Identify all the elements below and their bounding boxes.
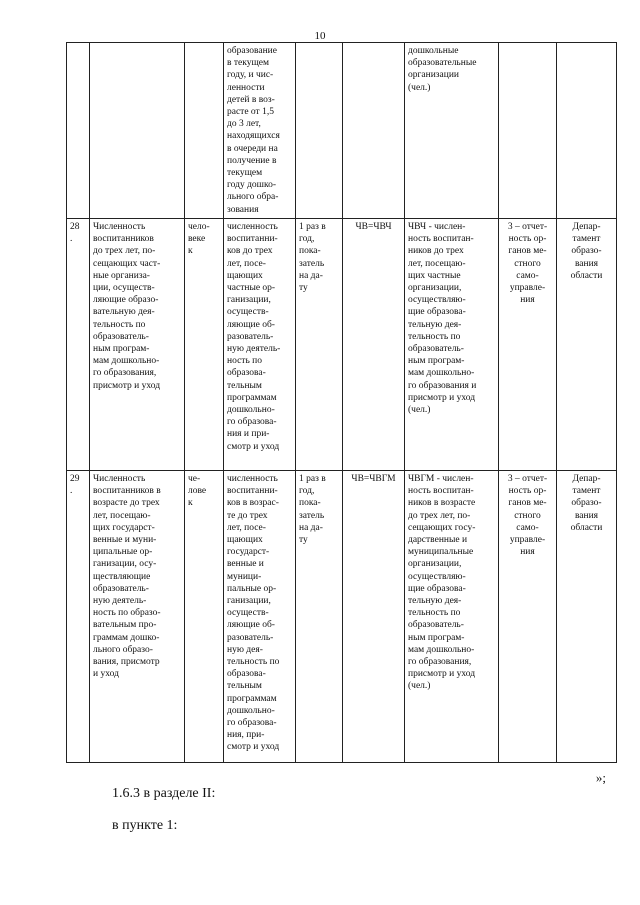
cell-method: численность воспитанни- ков в возрас- те до трех лет, посе- щающих государст- венные и муници- пальные ор- ганизации, осуществ- ляющие об- разователь- ную дея- тельность по образова- тельным программам дошкольно- го образова- ния, при- смотр и уход	[224, 471, 296, 763]
cell-number	[67, 43, 90, 219]
cell-indicator-name	[90, 43, 185, 219]
cell-responsible: Депар- тамент образо- вания области	[557, 471, 617, 763]
cell-number: 29 .	[67, 471, 90, 763]
cell-periodicity: 1 раз в год, пока- затель на да- ту	[296, 471, 343, 763]
cell-method: образование в текущем году, и чис- ленности детей в воз- расте от 1,5 до 3 лет, находящихся в очереди на получение в текущем году дошко- льного обра- зования	[224, 43, 296, 219]
cell-formula: ЧВ=ЧВЧ	[343, 219, 405, 471]
cell-description: ЧВГМ - числен- ность воспитан- ников в возрасте до трех лет, по- сещающих госу- дарственные и муниципальные организации, осуществляю- щие образова- тельную дея- тельность по образователь- ным програм- мам дошкольно- го образования, присмотр и уход (чел.)	[405, 471, 499, 763]
table-row	[67, 43, 617, 219]
cell-indicator-name: Численность воспитанников до трех лет, по- сещающих част- ные организа- ции, осуществ- ляющие образо- вательную дея- тельность по образователь- ным програм- мам дошкольно- го образования, присмотр и уход	[90, 219, 185, 471]
page-number: 10	[314, 30, 326, 42]
cell-periodicity	[296, 43, 343, 219]
cell-description: ЧВЧ - числен- ность воспитан- ников до трех лет, посещаю- щих частные организации, осуществляю- щие образова- тельную дея- тельность по образователь- ным програм- мам дошкольно- го образования и присмотр и уход (чел.)	[405, 219, 499, 471]
table-row	[67, 471, 617, 763]
cell-responsible: Депар- тамент образо- вания области	[557, 219, 617, 471]
indicators-table	[66, 42, 617, 763]
cell-responsible	[557, 43, 617, 219]
cell-description: дошкольные образовательные организации (чел.)	[405, 43, 499, 219]
section-paragraph: 1.6.3 в разделе II:	[112, 786, 216, 801]
item-paragraph: в пункте 1:	[112, 818, 178, 833]
cell-unit: че- лове к	[185, 471, 224, 763]
cell-source	[499, 43, 557, 219]
cell-unit: чело- веке к	[185, 219, 224, 471]
cell-periodicity: 1 раз в год, пока- затель на да- ту	[296, 219, 343, 471]
cell-unit	[185, 43, 224, 219]
cell-number: 28 .	[67, 219, 90, 471]
cell-source: 3 – отчет- ность ор- ганов ме- стного само- управле- ния	[499, 219, 557, 471]
closing-quote-mark: »;	[595, 770, 606, 785]
cell-formula: ЧВ=ЧВГМ	[343, 471, 405, 763]
table-row	[67, 219, 617, 471]
cell-source: 3 – отчет- ность ор- ганов ме- стного само- управле- ния	[499, 471, 557, 763]
cell-method: численность воспитанни- ков до трех лет, посе- щающих частные ор- ганизации, осуществ- ляющие об- разователь- ную деятель- ность по образова- тельным программам дошкольно- го образова- ния и при- смотр и уход	[224, 219, 296, 471]
cell-formula	[343, 43, 405, 219]
cell-indicator-name: Численность воспитанников в возрасте до трех лет, посещаю- щих государст- венные и муни- ципальные ор- ганизации, осу- ществляющие образователь- ную деятель- ность по образо- вательным про- граммам дошко- льного образо- вания, присмотр и уход	[90, 471, 185, 763]
